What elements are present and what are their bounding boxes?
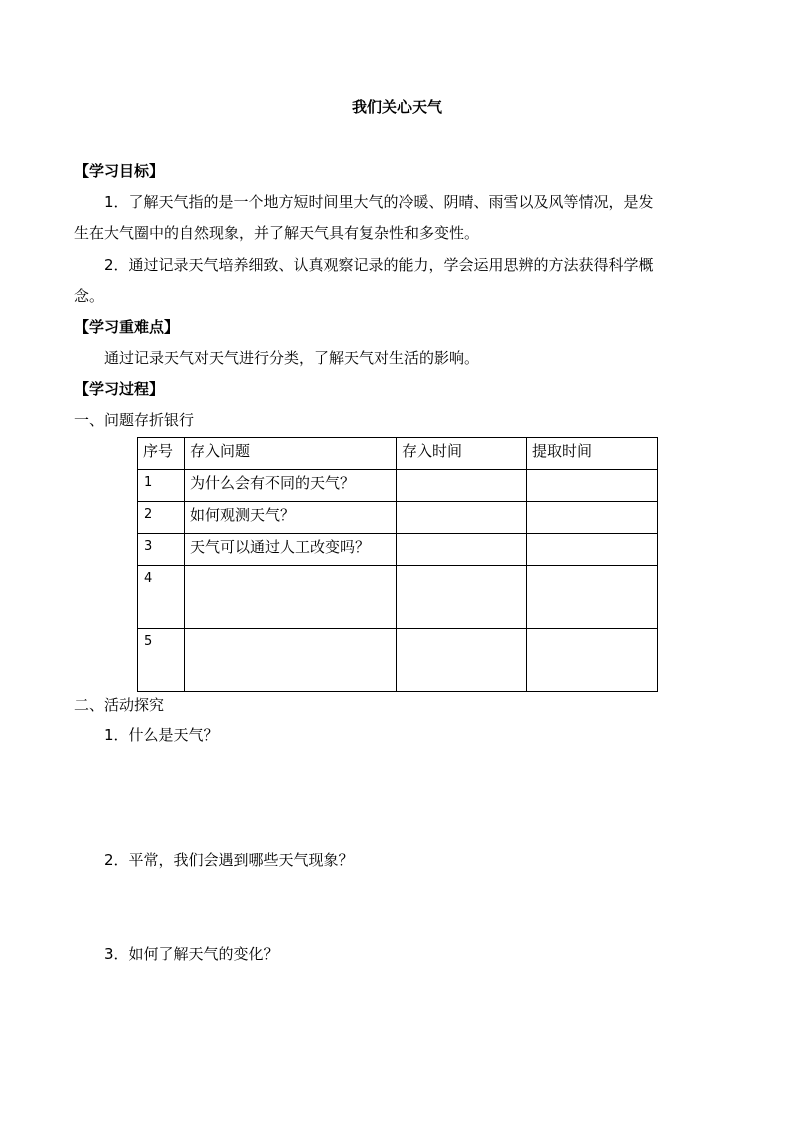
activity-question-3: 3．如何了解天气的变化？ xyxy=(104,945,279,963)
row-withdraw-time[interactable] xyxy=(527,502,658,534)
row-withdraw-time[interactable] xyxy=(527,566,658,629)
row-number: 2 xyxy=(138,502,185,534)
key-points-text: 通过记录天气对天气进行分类，了解天气对生活的影响。 xyxy=(104,349,480,367)
objective-1-line-1: 1．了解天气指的是一个地方短时间里大气的冷暖、阴晴、雨雪以及风等情况，是发 xyxy=(104,193,654,211)
objective-2-line-1: 2．通过记录天气培养细致、认真观察记录的能力，学会运用思辨的方法获得科学概 xyxy=(104,256,654,274)
question-bank-table xyxy=(137,437,658,692)
activity-question-2: 2．平常，我们会遇到哪些天气现象？ xyxy=(104,851,354,869)
table-row xyxy=(138,534,658,566)
row-question[interactable] xyxy=(185,629,397,692)
table-row xyxy=(138,470,658,502)
row-deposit-time[interactable] xyxy=(397,566,527,629)
row-deposit-time[interactable] xyxy=(397,629,527,692)
row-withdraw-time[interactable] xyxy=(527,629,658,692)
row-question[interactable] xyxy=(185,566,397,629)
row-number: 5 xyxy=(138,629,185,692)
header-cell-withdraw-time: 提取时间 xyxy=(527,438,658,470)
header-cell-question: 存入问题 xyxy=(185,438,397,470)
page-title: 我们关心天气 xyxy=(351,98,442,116)
row-deposit-time[interactable] xyxy=(397,534,527,566)
section-question-bank: 一、问题存折银行 xyxy=(74,411,195,429)
row-number: 4 xyxy=(138,566,185,629)
row-question: 天气可以通过人工改变吗？ xyxy=(185,534,397,566)
header-cell-number: 序号 xyxy=(138,438,185,470)
row-number: 3 xyxy=(138,534,185,566)
row-question: 为什么会有不同的天气？ xyxy=(185,470,397,502)
row-withdraw-time[interactable] xyxy=(527,470,658,502)
table-row xyxy=(138,629,658,692)
table-row xyxy=(138,502,658,534)
activity-question-1: 1．什么是天气？ xyxy=(104,726,219,744)
section-activity: 二、活动探究 xyxy=(74,696,165,714)
row-deposit-time[interactable] xyxy=(397,502,527,534)
objective-1-line-2: 生在大气圈中的自然现象，并了解天气具有复杂性和多变性。 xyxy=(74,224,480,242)
objectives-heading: 【学习目标】 xyxy=(74,162,165,180)
key-points-heading: 【学习重难点】 xyxy=(74,318,180,336)
table-header-row xyxy=(138,438,658,470)
header-cell-deposit-time: 存入时间 xyxy=(397,438,527,470)
process-heading: 【学习过程】 xyxy=(74,380,165,398)
row-number: 1 xyxy=(138,470,185,502)
table-row xyxy=(138,566,658,629)
row-deposit-time[interactable] xyxy=(397,470,527,502)
row-withdraw-time[interactable] xyxy=(527,534,658,566)
row-question: 如何观测天气？ xyxy=(185,502,397,534)
objective-2-line-2: 念。 xyxy=(74,287,105,305)
